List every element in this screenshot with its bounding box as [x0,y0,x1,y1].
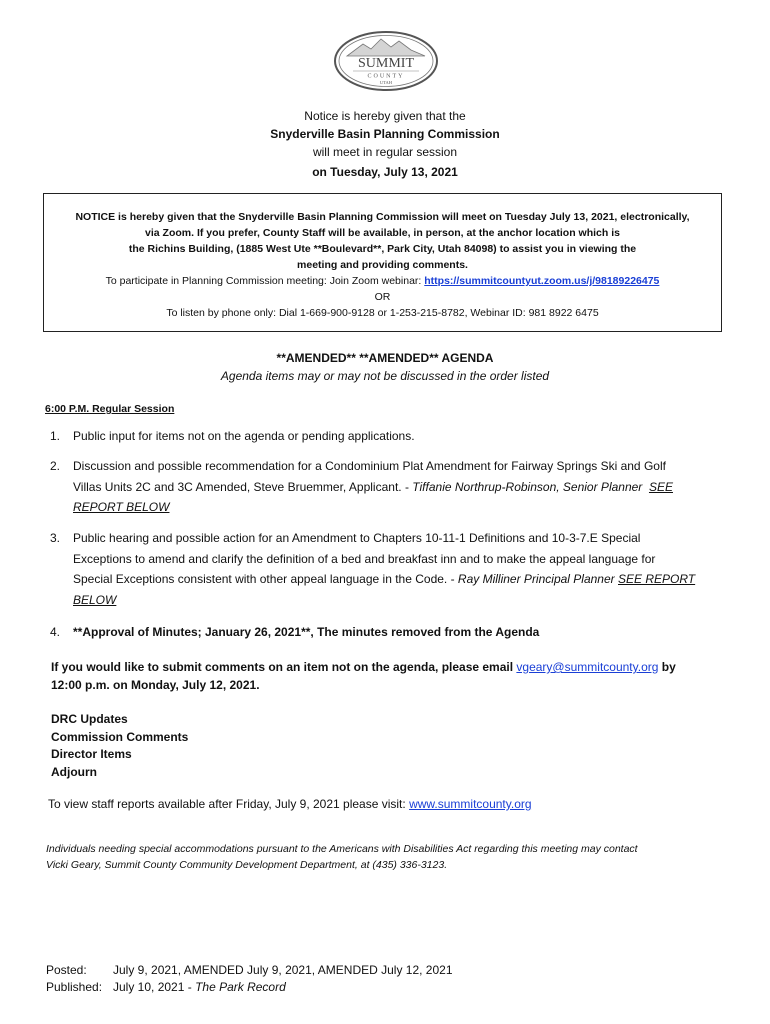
item-number: 4. [50,625,61,639]
notice-box-line-2: via Zoom. If you prefer, County Staff will be available, in person, at the anchor location which is [145,227,620,239]
director-items: Director Items [51,747,132,761]
commission-name: Snyderville Basin Planning Commission [270,127,500,141]
commission-comments: Commission Comments [51,729,189,744]
published-date: July 10, 2021 - [113,980,196,994]
staff-reports-line [48,796,532,813]
planner-name: Ray Milliner Principal Planner [457,572,615,586]
ada-notice [46,841,726,873]
comments-by: by [658,660,676,674]
item-3-line-1: Public hearing and possible action for an Amendment to Chapters 10-11-1 Definitions and 10-3-7.E Special [73,531,641,545]
item-2-line-1: Discussion and possible recommendation for a Condominium Plat Amendment for Fairway Springs Ski and Golf [73,459,666,473]
item-text: Public input for items not on the agenda or pending applications. [73,429,415,443]
agenda-item-4 [50,622,720,644]
zoom-webinar-link[interactable]: https://summitcountyut.zoom.us/j/98189226475 [424,275,660,287]
item-number: 2. [50,459,61,473]
meeting-date: on Tuesday, July 13, 2021 [312,165,458,179]
item-number: 1. [50,429,61,443]
item-2-desc: Villas Units 2C and 3C Amended, Steve Bruemmer, Applicant. - [73,479,413,494]
notice-box-line-3: the Richins Building, (1885 West Ute **Boulevard**, Park City, Utah 84098) to assist you in viewing the [128,243,637,255]
email-link[interactable]: vgeary@summitcounty.org [516,660,659,674]
posted-row [46,962,453,979]
other-items-list [51,711,711,781]
posted-label: Posted: [46,963,87,977]
ada-line-1: Individuals needing special accommodations pursuant to the Americans with Disabilities Act regarding this meeting may contact [46,843,638,855]
item-3-line-2: Exceptions to amend and clarify the definition of a bed and breakfast inn and to make the appeal language for [73,551,656,566]
agenda-subtitle: Agenda items may or may not be discussed in the order listed [220,369,550,383]
comments-deadline: 12:00 p.m. on Monday, July 12, 2021. [51,677,260,692]
agenda-title: **AMENDED** **AMENDED** AGENDA [276,351,494,365]
notice-box-line-4: meeting and providing comments. [297,259,468,271]
item-2-line-2 [73,477,713,498]
report-below-link[interactable]: REPORT BELOW [73,500,170,514]
ada-line-2: Vicki Geary, Summit County Community Development Department, at (435) 336-3123. [46,859,448,871]
notice-line-1: Notice is hereby given that the [304,109,466,123]
adjourn: Adjourn [51,764,97,779]
published-row [46,979,453,996]
planner-name: Tiffanie Northrup-Robinson, Senior Planner [412,479,643,494]
posted-info [46,962,453,996]
or-text: OR [374,291,391,303]
drc-updates: DRC Updates [51,712,128,726]
item-3-line-3 [73,569,713,590]
see-report-link[interactable]: SEE [648,479,673,494]
item-text [73,528,713,610]
phone-line: To listen by phone only: Dial 1-669-900-9128 or 1-253-215-8782, Webinar ID: 981 8922 6475 [166,307,599,319]
published-label: Published: [46,980,103,994]
item-number: 3. [50,531,61,545]
posted-value: July 9, 2021, AMENDED July 9, 2021, AMENDED July 12, 2021 [113,963,453,977]
publication-name: The Park Record [195,980,286,994]
zoom-prefix: To participate in Planning Commission meeting: Join Zoom webinar: [105,275,425,287]
notice-box-line-1: NOTICE is hereby given that the Snyderville Basin Planning Commission will meet on Tuesday July 13, 2021, electronically, [75,211,690,223]
summit-county-logo [333,30,439,92]
website-link[interactable]: www.summitcounty.org [409,797,532,811]
agenda-item-1 [50,426,720,448]
item-text [73,456,713,518]
item-text: **Approval of Minutes; January 26, 2021**, The minutes removed from the Agenda [73,625,540,639]
logo-name: SUMMIT [357,56,415,71]
notice-line-3: will meet in regular session [312,145,458,159]
staff-reports-text: To view staff reports available after Friday, July 9, 2021 please visit: [48,797,410,811]
see-report-link[interactable]: SEE REPORT [618,572,696,586]
item-3-desc: Special Exceptions consistent with other appeal language in the Code. - [73,572,458,586]
comments-line-1 [51,659,711,677]
agenda-item-2 [50,456,720,518]
below-link[interactable]: BELOW [73,592,117,607]
comments-text: If you would like to submit comments on an item not on the agenda, please email [51,660,517,674]
logo-state: UTAH [379,80,393,85]
agenda-item-3 [50,528,720,612]
session-heading: 6:00 P.M. Regular Session [45,403,175,415]
comments-paragraph [51,659,711,694]
zoom-line [44,273,721,289]
logo-county: COUNTY [367,73,405,80]
zoom-notice-box [43,193,722,332]
